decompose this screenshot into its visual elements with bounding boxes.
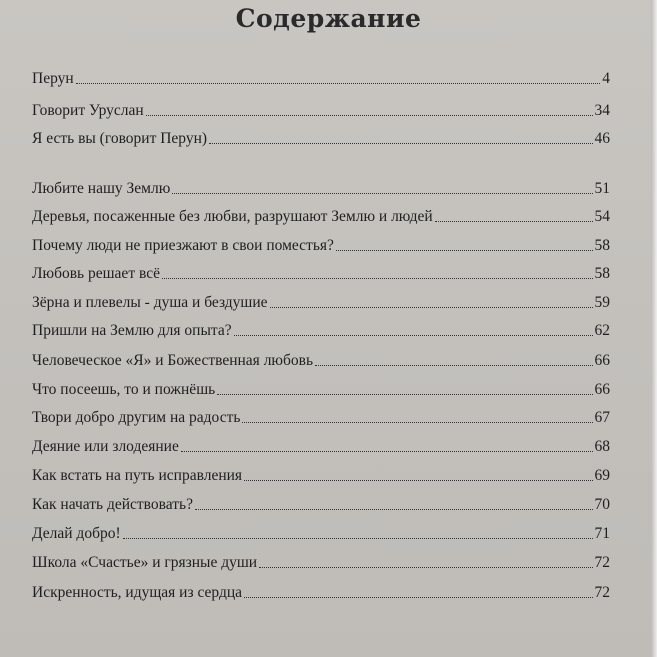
- toc-entry: [32, 126, 610, 148]
- toc-entry-page: 67: [594, 409, 610, 426]
- dot-leader: [259, 566, 592, 568]
- toc-entry-page: 66: [594, 381, 610, 398]
- dot-leader: [162, 277, 593, 279]
- toc-entry-page: 58: [594, 265, 610, 282]
- toc-entry-title: Пришли на Землю для опыта?: [32, 322, 232, 339]
- toc-entry-page: 51: [594, 180, 610, 197]
- toc-entry-page: 4: [602, 70, 610, 87]
- dot-leader: [181, 450, 593, 452]
- toc-entry: [32, 580, 610, 602]
- toc-entry-title: Твори добро другим на радость: [32, 409, 241, 426]
- toc-entry-page: 72: [594, 554, 610, 571]
- dot-leader: [172, 192, 592, 194]
- toc-entry-page: 72: [594, 584, 610, 601]
- dot-leader: [234, 334, 593, 336]
- toc-entry: [32, 261, 610, 283]
- toc-entry-title: Я есть вы (говорит Перун): [32, 130, 208, 147]
- dot-leader: [217, 393, 592, 395]
- toc-entry: [32, 318, 610, 340]
- toc-entry-page: 69: [594, 467, 610, 484]
- dot-leader: [195, 508, 593, 510]
- toc-entry-page: 70: [594, 496, 610, 513]
- toc-entry-title: Что посеешь, то и пожнёшь: [32, 381, 216, 398]
- toc-entry-title: Человеческое «Я» и Божественная любовь: [32, 352, 314, 369]
- toc-entry: [32, 66, 610, 88]
- toc-entry-page: 71: [594, 525, 610, 542]
- page-edge: [651, 0, 657, 657]
- toc-entry-page: 66: [594, 352, 610, 369]
- page-title: Содержание: [235, 4, 422, 33]
- dot-leader: [209, 142, 592, 144]
- toc-entry: [32, 463, 610, 485]
- dot-leader: [244, 479, 592, 481]
- toc-entry: [32, 233, 610, 255]
- toc-entry-page: 58: [594, 237, 610, 254]
- toc-entry: [32, 98, 610, 120]
- toc-entry-title: Как начать действовать?: [32, 496, 193, 513]
- toc-entry: [32, 405, 610, 427]
- toc-entry-page: 62: [594, 322, 610, 339]
- toc-entry-title: Школа «Счастье» и грязные души: [32, 554, 258, 571]
- toc-entry-title: Деяние или злодеяние: [32, 438, 179, 455]
- toc-entry: [32, 550, 610, 572]
- toc-entry-title: Любовь решает всё: [32, 265, 160, 282]
- toc-entry: [32, 290, 610, 312]
- toc-entry-title: Говорит Уруслан: [32, 102, 144, 119]
- dot-leader: [242, 421, 592, 423]
- toc-entry-title: Как встать на путь исправления: [32, 467, 243, 484]
- toc-entry-title: Любите нашу Землю: [32, 180, 171, 197]
- toc-entry: [32, 434, 610, 456]
- dot-leader: [146, 114, 593, 116]
- dot-leader: [315, 364, 592, 366]
- toc-entry-page: 54: [594, 208, 610, 225]
- dot-leader: [435, 220, 593, 222]
- toc-entry-page: 34: [594, 102, 610, 119]
- toc-entry: [32, 492, 610, 514]
- dot-leader: [270, 306, 593, 308]
- toc-entry-title: Искренность, идущая из сердца: [32, 584, 243, 601]
- dot-leader: [336, 249, 593, 251]
- toc-entry: [32, 521, 610, 543]
- dot-leader: [244, 596, 592, 598]
- toc-entry-title: Деревья, посаженные без любви, разрушают Землю и людей: [32, 208, 433, 225]
- toc-entry: [32, 176, 610, 198]
- toc-entry-title: Перун: [32, 70, 74, 87]
- dot-leader: [76, 82, 601, 84]
- toc-entry-page: 59: [594, 294, 610, 311]
- toc-entry: [32, 204, 610, 226]
- toc-entry-title: Почему люди не приезжают в свои поместья?: [32, 237, 334, 254]
- toc-entry-title: Зёрна и плевелы - душа и бездушие: [32, 294, 268, 311]
- toc-entry: [32, 377, 610, 399]
- dot-leader: [123, 537, 593, 539]
- toc-entry: [32, 348, 610, 370]
- toc-entry-page: 46: [594, 130, 610, 147]
- toc-entry-title: Делай добро!: [32, 525, 121, 542]
- toc-entry-page: 68: [594, 438, 610, 455]
